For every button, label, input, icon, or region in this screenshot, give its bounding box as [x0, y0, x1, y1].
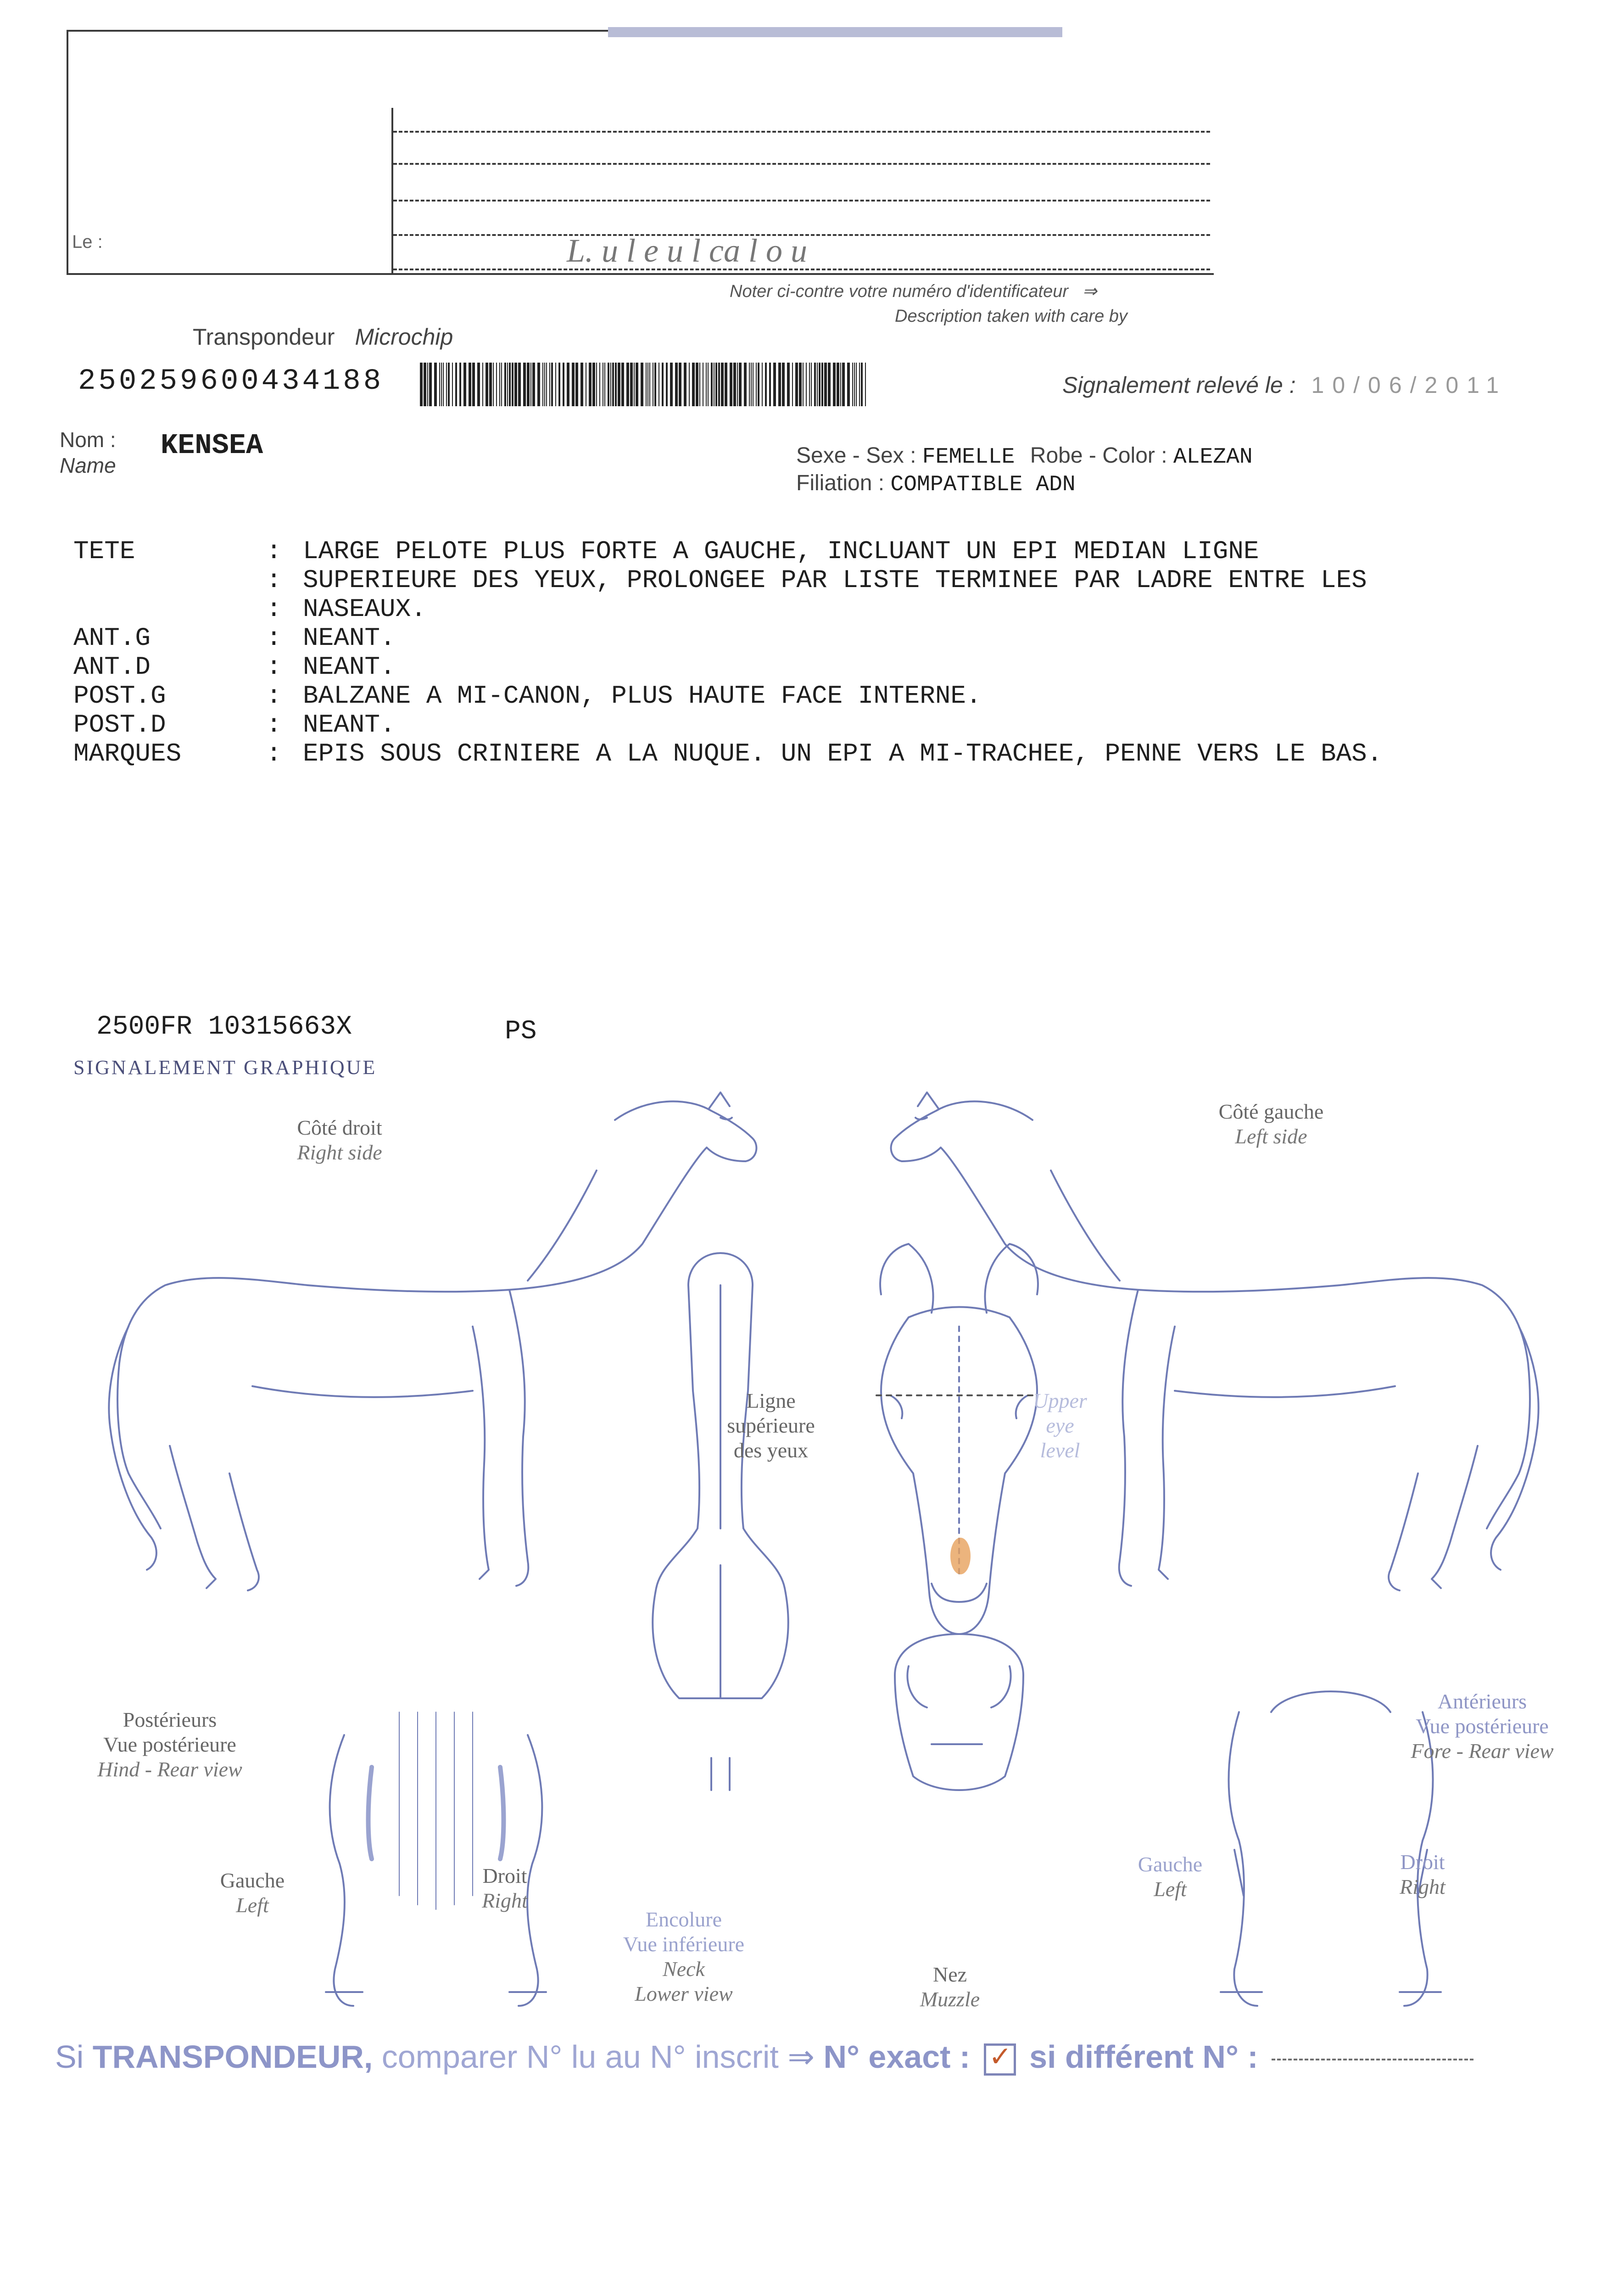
barcode-bar [443, 363, 444, 406]
desc-colon: : [266, 681, 282, 711]
barcode-bar [441, 363, 442, 406]
barcode-bar [424, 363, 426, 406]
barcode-bar [708, 363, 709, 406]
fore-right-label [1377, 1850, 1468, 1899]
neck-fr-2: Vue inférieure [623, 1932, 745, 1956]
graphic-title: SIGNALEMENT GRAPHIQUE [73, 1056, 377, 1079]
color-value: ALEZAN [1173, 445, 1253, 470]
left-side-en: Left side [1235, 1125, 1307, 1148]
barcode-bar [630, 363, 633, 406]
hind-left-en: Left [236, 1893, 269, 1917]
transponder-check-line [55, 2038, 1473, 2076]
barcode-bar [504, 363, 506, 406]
desc-key: ANT.D [73, 652, 151, 682]
barcode-bar [604, 363, 605, 406]
barcode-bar [795, 363, 798, 406]
exact-number-checkbox[interactable] [984, 2043, 1016, 2076]
footer-exact: N° exact : [823, 2039, 971, 2075]
barcode-bar [662, 363, 664, 406]
barcode-bar [806, 363, 807, 406]
barcode-bar [856, 363, 857, 406]
barcode-bar [730, 363, 732, 406]
barcode-bar [482, 363, 483, 406]
hind-label [73, 1707, 266, 1782]
desc-text: LARGE PELOTE PLUS FORTE A GAUCHE, INCLUANT UN EPI MEDIAN LIGNE [303, 537, 1259, 566]
barcode-bar [427, 363, 428, 406]
eye-line-label [725, 1388, 817, 1463]
barcode-bar [567, 363, 569, 406]
barcode-bar [472, 363, 475, 406]
note-fr-text: Noter ci-contre votre numéro d'identificateur [730, 282, 1069, 301]
transponder-label-fr: Transpondeur [193, 324, 335, 350]
barcode-bar [718, 363, 720, 406]
eye-line-fr-2: supérieure [727, 1414, 815, 1437]
desc-colon: : [266, 739, 282, 768]
desc-text: BALZANE A MI-CANON, PLUS HAUTE FACE INTERNE. [303, 681, 982, 711]
header-mid-rule [391, 108, 393, 273]
barcode-bar [463, 363, 466, 406]
barcode-bar [833, 363, 836, 406]
signalement-date-line [1062, 372, 1507, 398]
desc-row [73, 595, 1542, 624]
left-side-label [1202, 1099, 1340, 1149]
header-frame [67, 30, 1214, 278]
head-front-view-drawing [876, 1244, 1038, 1634]
desc-key [73, 595, 266, 624]
barcode-bar [762, 363, 763, 406]
barcode-bar [725, 363, 727, 406]
desc-text: NEANT. [303, 623, 396, 653]
barcode-bar [692, 363, 695, 406]
barcode-bar [555, 363, 556, 406]
barcode-bar [696, 363, 698, 406]
barcode-bar [773, 363, 776, 406]
barcode-bar [496, 363, 497, 406]
sex-value: FEMELLE [922, 445, 1015, 470]
left-side-horse-drawing [891, 1092, 1539, 1590]
barcode-bar [675, 363, 678, 406]
barcode-bar [787, 363, 790, 406]
hind-left-fr: Gauche [220, 1869, 285, 1892]
barcode-bar [684, 363, 686, 406]
barcode-bar [537, 363, 540, 406]
barcode-bar [634, 363, 635, 406]
muzzle-view-drawing [895, 1634, 1023, 1790]
desc-row [73, 624, 1542, 653]
desc-colon: : [266, 565, 282, 595]
barcode-bar [769, 363, 771, 406]
barcode-bar [782, 363, 785, 406]
barcode-bar [618, 363, 620, 406]
barcode-bar [711, 363, 713, 406]
footer-transpondeur: TRANSPONDEUR, [92, 2039, 373, 2075]
barcode-bar [477, 363, 480, 406]
barcode-bar [420, 363, 423, 406]
barcode-bar [532, 363, 535, 406]
barcode-bar [501, 363, 502, 406]
different-number-field[interactable] [1272, 2059, 1473, 2060]
barcode-bar [592, 363, 595, 406]
barcode-bar [507, 363, 508, 406]
barcode-bar [679, 363, 681, 406]
hind-right-en: Right [482, 1889, 528, 1912]
barcode-bar [551, 363, 553, 406]
handwritten-entry: L. u l e u l ca l o u [567, 232, 807, 269]
hind-legs-drawing [326, 1712, 546, 2006]
barcode-bar [837, 363, 839, 406]
color-label: Robe - Color : [1030, 443, 1167, 468]
fore-right-en: Right [1400, 1875, 1445, 1898]
desc-key: TETE [73, 537, 135, 566]
barcode-bar [706, 363, 707, 406]
desc-row [73, 537, 1542, 566]
barcode-bar [429, 363, 432, 406]
left-side-fr: Côté gauche [1218, 1100, 1324, 1123]
filiation-value: COMPATIBLE ADN [890, 472, 1076, 497]
neck-label [592, 1907, 776, 2006]
barcode-bar [486, 363, 488, 406]
barcode-bar [439, 363, 440, 406]
desc-text: EPIS SOUS CRINIERE A LA NUQUE. UN EPI A MI-TRACHEE, PENNE VERS LE BAS. [303, 739, 1383, 768]
barcode-bar [509, 363, 511, 406]
barcode-bar [814, 363, 816, 406]
desc-colon: : [266, 537, 282, 566]
desc-row [73, 566, 1542, 595]
header-top-shade [608, 27, 1062, 37]
barcode-bar [654, 363, 656, 406]
eye-line-fr-3: des yeux [733, 1439, 809, 1462]
barcode-bar [518, 363, 521, 406]
desc-text: NEANT. [303, 710, 396, 739]
fore-en: Fore - Rear view [1411, 1739, 1554, 1763]
fore-left-en: Left [1154, 1877, 1187, 1901]
barcode-bar [811, 363, 812, 406]
note-fr [730, 281, 1097, 302]
barcode-bar [803, 363, 804, 406]
barcode-bar [446, 363, 447, 406]
barcode-bar [641, 363, 643, 406]
barcode-bar [636, 363, 638, 406]
barcode-bar [840, 363, 841, 406]
transponder-label [193, 324, 453, 350]
header-left-rule [67, 30, 68, 273]
fore-label [1390, 1689, 1574, 1763]
desc-colon: : [266, 594, 282, 624]
barcode-bar [739, 363, 742, 406]
barcode-bar [819, 363, 820, 406]
desc-text: SUPERIEURE DES YEUX, PROLONGEE PAR LISTE TERMINEE PAR LADRE ENTRE LES [303, 565, 1367, 595]
barcode-bar [621, 363, 624, 406]
right-side-horse-drawing [109, 1092, 756, 1590]
hind-right-fr: Droit [482, 1864, 527, 1887]
barcode-bar [758, 363, 759, 406]
reference-code: 2500FR 10315663X [96, 1012, 352, 1042]
barcode-bar [744, 363, 747, 406]
barcode-bar [842, 363, 845, 406]
barcode-bar [610, 363, 611, 406]
eye-line-en-2: eye [1046, 1414, 1074, 1437]
barcode-bar [615, 363, 617, 406]
barcode-bar [530, 363, 531, 406]
barcode-bar [596, 363, 597, 406]
barcode-bar [455, 363, 457, 406]
barcode-bar [828, 363, 831, 406]
barcode-bar [861, 363, 863, 406]
desc-row [73, 653, 1542, 682]
barcode-bar [699, 363, 700, 406]
fore-right-fr: Droit [1400, 1850, 1445, 1874]
fore-fr-1: Antérieurs [1437, 1690, 1527, 1713]
barcode-bar [733, 363, 736, 406]
filiation-label: Filiation : [796, 471, 885, 495]
barcode-bar [549, 363, 550, 406]
desc-text: NASEAUX. [303, 594, 426, 624]
hind-fr-1: Postérieurs [123, 1708, 217, 1731]
neck-fr-1: Encolure [645, 1908, 722, 1931]
neck-en-2: Lower view [635, 1982, 733, 2005]
name-label-fr: Nom : [60, 428, 116, 452]
barcode-bar [737, 363, 738, 406]
barcode-bar [721, 363, 724, 406]
barcode-bar [749, 363, 750, 406]
hind-fr-2: Vue postérieure [103, 1733, 236, 1756]
name-label-en: Name [60, 453, 116, 477]
barcode-bar [489, 363, 492, 406]
barcode-bar [854, 363, 855, 406]
barcode-bar [666, 363, 668, 406]
barcode-bar [626, 363, 629, 406]
barcode-bar [544, 363, 545, 406]
barcode-bar [563, 363, 564, 406]
fore-left-fr: Gauche [1138, 1853, 1203, 1876]
barcode-bar [799, 363, 802, 406]
desc-key [73, 566, 266, 595]
desc-colon: : [266, 652, 282, 682]
note-en: Description taken with care by [895, 307, 1127, 326]
barcode-bar [751, 363, 752, 406]
eye-line-en-1: Upper [1033, 1389, 1087, 1412]
barcode-bar [546, 363, 547, 406]
footer-arrow-icon: ⇒ [787, 2039, 815, 2075]
barcode-bar [865, 363, 866, 406]
barcode-bar [792, 363, 793, 406]
horse-name: KENSEA [161, 429, 263, 462]
breed-code: PS [505, 1017, 537, 1047]
sex-label: Sexe - Sex : [796, 443, 916, 468]
barcode-bar [646, 363, 647, 406]
barcode-bar [452, 363, 453, 406]
desc-key: POST.D [73, 710, 166, 739]
barcode-bar [469, 363, 471, 406]
field-line-3 [393, 200, 1210, 202]
transponder-label-en: Microchip [355, 324, 453, 350]
barcode-bar [514, 363, 517, 406]
barcode-bar [512, 363, 513, 406]
barcode [420, 363, 870, 406]
filiation-line [796, 470, 1076, 497]
barcode-bar [599, 363, 600, 406]
barcode-bar [448, 363, 450, 406]
muzzle-label [899, 1962, 1000, 2012]
barcode-bar [612, 363, 614, 406]
hind-left-label [202, 1868, 303, 1918]
hind-en: Hind - Rear view [97, 1758, 242, 1781]
desc-row [73, 739, 1542, 768]
desc-text: NEANT. [303, 652, 396, 682]
right-side-en: Right side [297, 1141, 382, 1164]
header-bottom-rule [67, 273, 1214, 275]
neck-lower-view-drawing [653, 1253, 788, 1790]
barcode-bar [499, 363, 500, 406]
right-side-fr: Côté droit [297, 1116, 382, 1139]
markings-description [73, 537, 1542, 768]
eye-line-fr-1: Ligne [746, 1389, 796, 1412]
check-icon: ✓ [988, 2041, 1012, 2072]
barcode-bar [852, 363, 853, 406]
barcode-bar [817, 363, 818, 406]
signalement-label: Signalement relevé le : [1062, 372, 1296, 398]
barcode-bar [542, 363, 543, 406]
footer-compare: comparer N° lu au N° inscrit [381, 2039, 779, 2075]
barcode-bar [589, 363, 592, 406]
fore-left-label [1120, 1852, 1221, 1902]
barcode-bar [580, 363, 583, 406]
le-label: Le : [72, 232, 103, 252]
header-top-rule [67, 30, 617, 32]
barcode-bar [459, 363, 461, 406]
fore-fr-2: Vue postérieure [1416, 1714, 1549, 1738]
barcode-bar [821, 363, 823, 406]
barcode-bar [647, 363, 648, 406]
eye-line-en-label [1028, 1388, 1092, 1463]
desc-colon: : [266, 710, 282, 739]
field-line-1 [393, 131, 1210, 133]
note-arrow: ⇒ [1082, 282, 1097, 301]
footer-different: si différent N° : [1029, 2039, 1258, 2075]
barcode-bar [575, 363, 578, 406]
right-side-label [271, 1115, 408, 1165]
desc-row [73, 682, 1542, 711]
barcode-bar [847, 363, 850, 406]
barcode-bar [493, 363, 494, 406]
barcode-bar [670, 363, 673, 406]
transponder-number: 250259600434188 [78, 365, 384, 398]
barcode-bar [558, 363, 560, 406]
signalement-date: 10/06/2011 [1311, 372, 1507, 398]
desc-row [73, 711, 1542, 739]
barcode-bar [572, 363, 575, 406]
name-label [60, 427, 116, 478]
eye-line-en-3: level [1040, 1439, 1080, 1462]
barcode-bar [689, 363, 690, 406]
barcode-bar [608, 363, 609, 406]
barcode-bar [809, 363, 810, 406]
barcode-bar [765, 363, 767, 406]
barcode-bar [756, 363, 757, 406]
sex-color-line [796, 443, 1253, 470]
barcode-bar [527, 363, 530, 406]
desc-key: MARQUES [73, 739, 182, 768]
barcode-bar [778, 363, 781, 406]
barcode-bar [859, 363, 860, 406]
desc-key: POST.G [73, 681, 166, 711]
barcode-bar [715, 363, 717, 406]
field-line-2 [393, 163, 1210, 165]
barcode-bar [649, 363, 650, 406]
muzzle-en: Muzzle [920, 1987, 980, 2011]
hind-right-label [459, 1864, 551, 1913]
desc-key: ANT.G [73, 623, 151, 653]
barcode-bar [824, 363, 827, 406]
muzzle-fr: Nez [932, 1963, 967, 1986]
footer-si: Si [55, 2039, 84, 2075]
barcode-bar [434, 363, 437, 406]
neck-en-1: Neck [663, 1957, 705, 1981]
barcode-bar [523, 363, 526, 406]
desc-colon: : [266, 623, 282, 653]
